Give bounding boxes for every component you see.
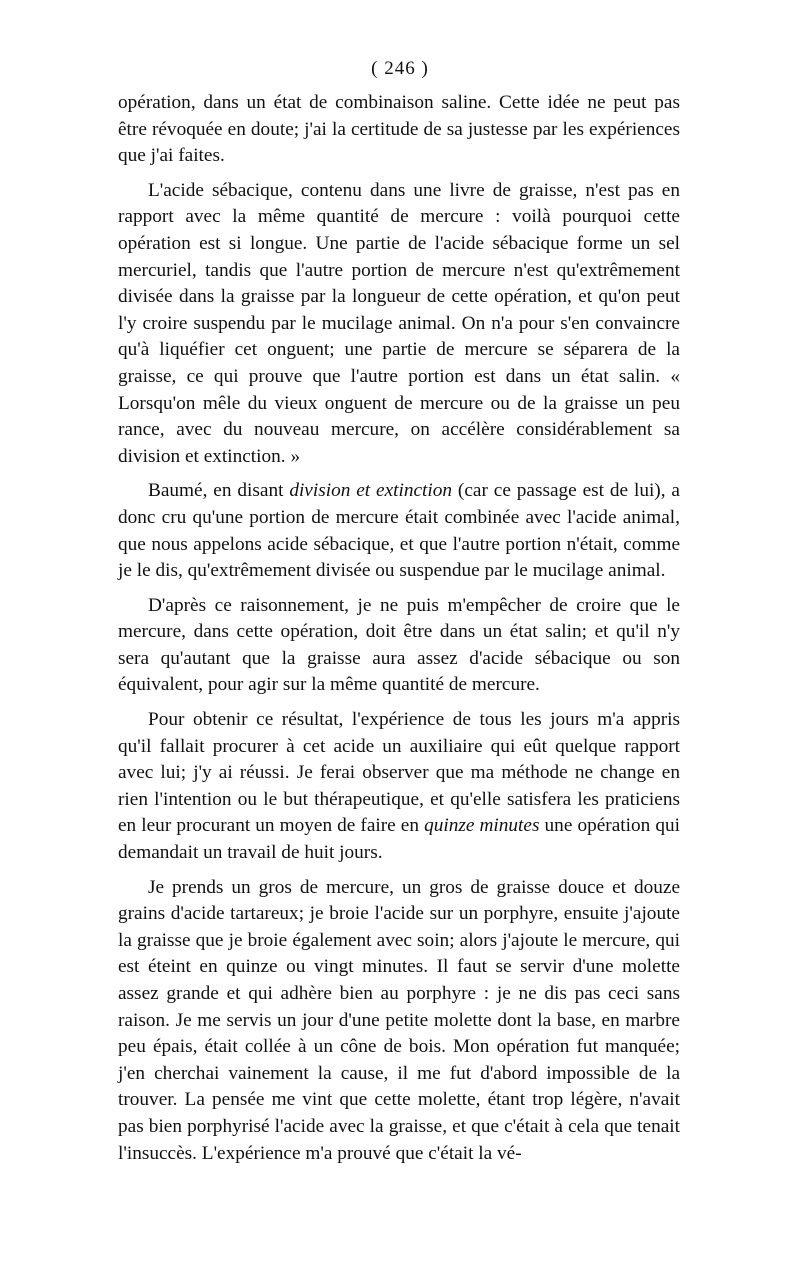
text-segment: une opération qui demandait un travail de huit jours. bbox=[118, 815, 680, 864]
text-segment: D'après ce raisonnement, je ne puis m'empêcher de croire que le mercure, dans cette opération, doit être dans un état salin; et qu'il n'y sera qu'autant que la graisse aura assez d'acide sébacique ou son équivalent, pour agir sur la même quantité de mercure. bbox=[118, 594, 680, 696]
text-segment: Je prends un gros de mercure, un gros de graisse douce et douze grains d'acide tartareux; je broie l'acide sur un porphyre, ensuite j'ajoute la graisse que je broie également avec soin; alors j'ajoute le mercure, qui est éteint en quinze ou vingt minutes. Il faut se servir d'une molette assez grande et qui adhère bien au porphyre : je ne dis pas ceci sans raison. Je me servis un jour d'une petite molette dont la base, en marbre peu épais, était collée à un cône de bois. Mon opération fut manquée; j'en cherchai vainement la cause, il me fut d'abord impossible de la trouver. La pensée me vint que cette molette, étant trop légère, n'avait pas bien porphyrisé l'acide avec la graisse, et que c'était à cela que tenait l'insuccès. L'expérience m'a prouvé que c'était la vé- bbox=[118, 876, 680, 1164]
page-number: ( 246 ) bbox=[371, 58, 429, 79]
body-text bbox=[118, 90, 680, 1167]
text-segment: Baumé, en disant bbox=[148, 480, 290, 502]
paragraph bbox=[118, 478, 680, 584]
text-segment: L'acide sébacique, contenu dans une livre de graisse, n'est pas en rapport avec la même quantité de mercure : voilà pourquoi cette opération est si longue. Une partie de l'acide sébacique forme un sel mercuriel, tandis que l'autre portion de mercure n'est qu'extrêmement divisée dans la graisse par la longueur de cette opération, et qu'on peut l'y croire suspendu par le mucilage animal. On n'a pour s'en convaincre qu'à liquéfier cet onguent; une partie de mercure se séparera de la graisse, ce qui prouve que l'autre portion est dans un état salin. « Lorsqu'on mêle du vieux onguent de mercure ou de la graisse un peu rance, avec du nouveau mercure, on accélère considérablement sa division et extinction. » bbox=[118, 179, 680, 467]
italic-phrase: division et extinction bbox=[289, 480, 453, 502]
paragraph bbox=[118, 593, 680, 699]
italic-phrase: quinze minutes bbox=[424, 815, 540, 837]
text-segment: Pour obtenir ce résultat, l'expérience de tous les jours m'a appris qu'il fallait procurer à cet acide un auxiliaire qui eût quelque rapport avec lui; j'y ai réussi. Je ferai observer que ma méthode ne change en rien l'intention ou le but thérapeutique, et qu'elle satisfera les praticiens en leur procurant un moyen de faire en bbox=[118, 709, 680, 837]
paragraph-continuation bbox=[118, 90, 680, 170]
text-segment: opération, dans un état de combinaison saline. Cette idée ne peut pas être révoquée en doute; j'ai la certitude de sa justesse par les expériences que j'ai faites. bbox=[118, 92, 680, 167]
paragraph bbox=[118, 875, 680, 1168]
paragraph bbox=[118, 178, 680, 471]
text-segment: (car ce passage est de lui), a donc cru qu'une portion de mercure était combinée avec l'acide animal, que nous appelons acide sébacique, et que l'autre portion n'était, comme je le dis, qu'extrêmement divisée ou suspendue par le mucilage animal. bbox=[118, 480, 680, 582]
paragraph bbox=[118, 707, 680, 867]
